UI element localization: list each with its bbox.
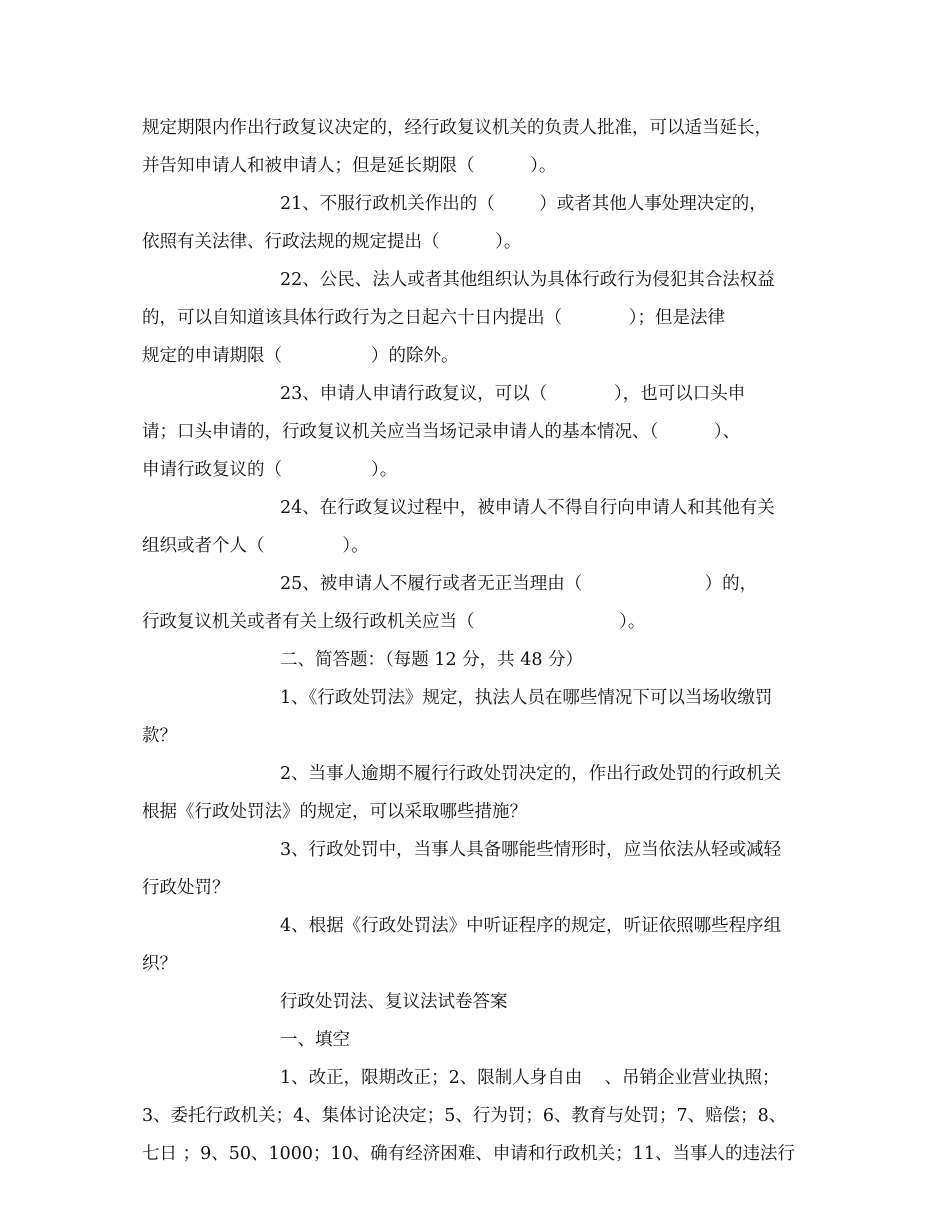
text-line: 依照有关法律、行政法规的规定提出（ ）。 bbox=[142, 232, 522, 252]
question-25: 25、被申请人不履行或者无正当理由（ ）的， bbox=[280, 574, 758, 594]
text-line: 规定期限内作出行政复议决定的，经行政复议机关的负责人批准，可以适当延长， bbox=[142, 118, 772, 138]
question-24: 24、在行政复议过程中，被申请人不得自行向申请人和其他有关 bbox=[280, 498, 775, 518]
text-line: 申请行政复议的（ ）。 bbox=[142, 460, 398, 480]
text-line: 织？ bbox=[142, 954, 177, 974]
question-22: 22、公民、法人或者其他组织认为具体行政行为侵犯其合法权益 bbox=[280, 270, 775, 290]
text-line: 请；口头申请的，行政复议机关应当当场记录申请人的基本情况、（ ）、 bbox=[142, 422, 741, 442]
answer-line: 3、委托行政机关；4、集体讨论决定；5、行为罚；6、教育与处罚；7、赔偿；8、 bbox=[142, 1106, 787, 1126]
section-heading-fill-blank: 一、填空 bbox=[280, 1030, 350, 1050]
text-line: 的，可以自知道该具体行政行为之日起六十日内提出（ ）；但是法律 bbox=[142, 308, 726, 328]
question-21: 21、不服行政机关作出的（ ）或者其他人事处理决定的， bbox=[280, 194, 767, 214]
answer-key-title: 行政处罚法、复议法试卷答案 bbox=[280, 992, 508, 1012]
text-line: 行政处罚？ bbox=[142, 878, 230, 898]
text-line: 组织或者个人（ ）。 bbox=[142, 536, 369, 556]
short-answer-2: 2、当事人逾期不履行行政处罚决定的，作出行政处罚的行政机关 bbox=[280, 764, 782, 784]
answer-line: 七日 ；9、50、1000；10、确有经济困难、申请和行政机关；11、当事人的违法行 bbox=[142, 1144, 796, 1164]
section-heading-short-answer: 二、简答题：（每题 12 分，共 48 分） bbox=[280, 650, 584, 670]
answer-line: 1、改正，限期改正；2、限制人身自由 、吊销企业营业执照； bbox=[280, 1068, 780, 1088]
short-answer-1: 1、《行政处罚法》规定，执法人员在哪些情况下可以当场收缴罚 bbox=[280, 688, 773, 708]
text-line: 并告知申请人和被申请人；但是延长期限（ ）。 bbox=[142, 156, 557, 176]
question-23: 23、申请人申请行政复议，可以（ ），也可以口头申 bbox=[280, 384, 746, 404]
text-line: 行政复议机关或者有关上级行政机关应当（ ）。 bbox=[142, 612, 646, 632]
text-line: 规定的申请期限（ ）的除外。 bbox=[142, 346, 459, 366]
text-line: 款？ bbox=[142, 726, 177, 746]
short-answer-3: 3、行政处罚中，当事人具备哪能些情形时，应当依法从轻或减轻 bbox=[280, 840, 782, 860]
short-answer-4: 4、根据《行政处罚法》中听证程序的规定，听证依照哪些程序组 bbox=[280, 916, 782, 936]
text-line: 根据《行政处罚法》的规定，可以采取哪些措施？ bbox=[142, 802, 527, 822]
